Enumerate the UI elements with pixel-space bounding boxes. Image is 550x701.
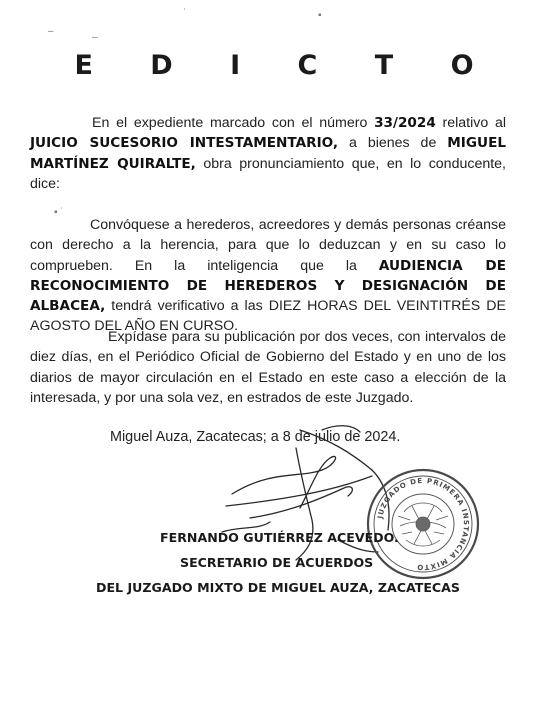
seal-text: JUZGADO DE PRIMERA INSTANCIA MIXTO	[376, 476, 471, 572]
trial-type: JUICIO SUCESORIO INTESTAMENTARIO,	[30, 135, 339, 152]
signer-name: FERNANDO GUTIÉRREZ ACEVEDO.	[160, 530, 399, 545]
p1-text-c: relativo al	[435, 115, 506, 131]
scan-speck: –	[92, 32, 98, 43]
case-number: 33/2024	[374, 115, 436, 131]
deceased-name: MIGUEL MARTÍNEZ QUIRALTE,	[30, 135, 507, 172]
place-date: Miguel Auza, Zacatecas; a 8 de julio de 2024.	[110, 429, 401, 445]
p3-text: Expídase para su publicación por dos veces, con intervalos de diez días, en el Periódico Oficial de Gobierno del Estado y en uno de los diarios de mayor circulación en el Estado en este caso a elección de la interesada, y por una sola vez, en estrados de este Juzgado.	[30, 329, 506, 406]
scan-speck: ˈ	[183, 8, 187, 19]
p1-text-a: En el expediente marcado con el número	[92, 115, 375, 131]
signer-court: DEL JUZGADO MIXTO DE MIGUEL AUZA, ZACATECAS	[96, 580, 460, 595]
p1-text-g: obra pronunciamiento que, en lo conducente, dice:	[30, 155, 506, 192]
scan-speck: ▪ ˙	[54, 207, 64, 218]
document-title: E D I C T O	[74, 50, 498, 81]
p2-text-c: tendrá verificativo a las DIEZ HORAS DEL VEINTITRÉS DE AGOSTO DEL AÑO EN CURSO.	[30, 298, 506, 335]
scan-speck: ▪	[318, 10, 322, 21]
signer-role: SECRETARIO DE ACUERDOS	[180, 555, 374, 570]
p2-text-a: Convóquese a herederos, acreedores y demás personas créanse con derecho a la herencia, para que lo deduzcan y en su caso lo comprueben. En la inteligencia que la	[30, 217, 506, 274]
p1-text-e: a bienes de	[338, 135, 448, 152]
court-seal	[368, 470, 478, 578]
hearing-title: AUDIENCIA DE RECONOCIMIENTO DE HEREDEROS Y DESIGNACIÓN DE ALBACEA,	[30, 257, 506, 315]
scan-speck: –	[48, 26, 54, 37]
